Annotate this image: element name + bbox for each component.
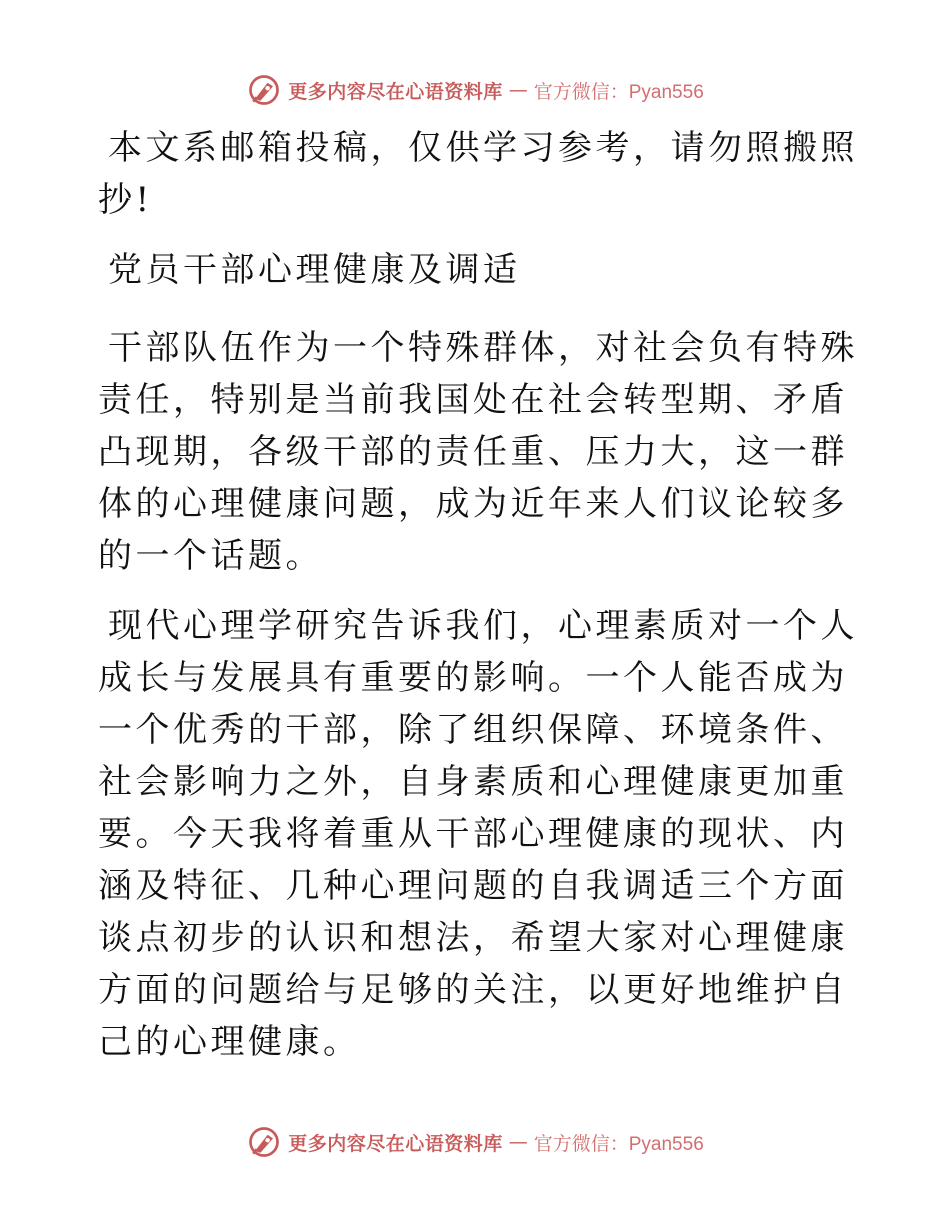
watermark-separator: — <box>508 79 528 101</box>
watermark-separator: — <box>508 1131 528 1153</box>
watermark-text: 更多内容尽在心语资料库 <box>288 80 503 103</box>
document-body <box>98 122 858 1086</box>
disclaimer-text: 本文系邮箱投稿，仅供学习参考，请勿照搬照抄! <box>98 128 858 220</box>
pen-nib-logo-icon <box>246 72 282 108</box>
header-watermark <box>0 72 950 108</box>
watermark-contact: 官方微信：Pyan556 <box>533 81 704 103</box>
pen-nib-logo-icon <box>246 1124 282 1160</box>
footer-watermark <box>0 1124 950 1160</box>
body-paragraph: 干部队伍作为一个特殊群体，对社会负有特殊责任，特别是当前我国处在社会转型期、矛盾凸现期，各级干部的责任重、压力大，这一群体的心理健康问题，成为近年来人们议论较多的一个话题。 <box>98 328 858 576</box>
body-paragraph: 现代心理学研究告诉我们，心理素质对一个人成长与发展具有重要的影响。一个人能否成为一个优秀的干部，除了组织保障、环境条件、社会影响力之外，自身素质和心理健康更加重要。今天我将着重从干部心理健康的现状、内涵及特征、几种心理问题的自我调适三个方面谈点初步的认识和想法，希望大家对心理健康方面的问题给与足够的关注，以更好地维护自己的心理健康。 <box>98 606 858 1062</box>
watermark-contact: 官方微信：Pyan556 <box>533 1133 704 1155</box>
document-title: 党员干部心理健康及调适 <box>108 250 521 290</box>
watermark-text: 更多内容尽在心语资料库 <box>288 1132 503 1155</box>
